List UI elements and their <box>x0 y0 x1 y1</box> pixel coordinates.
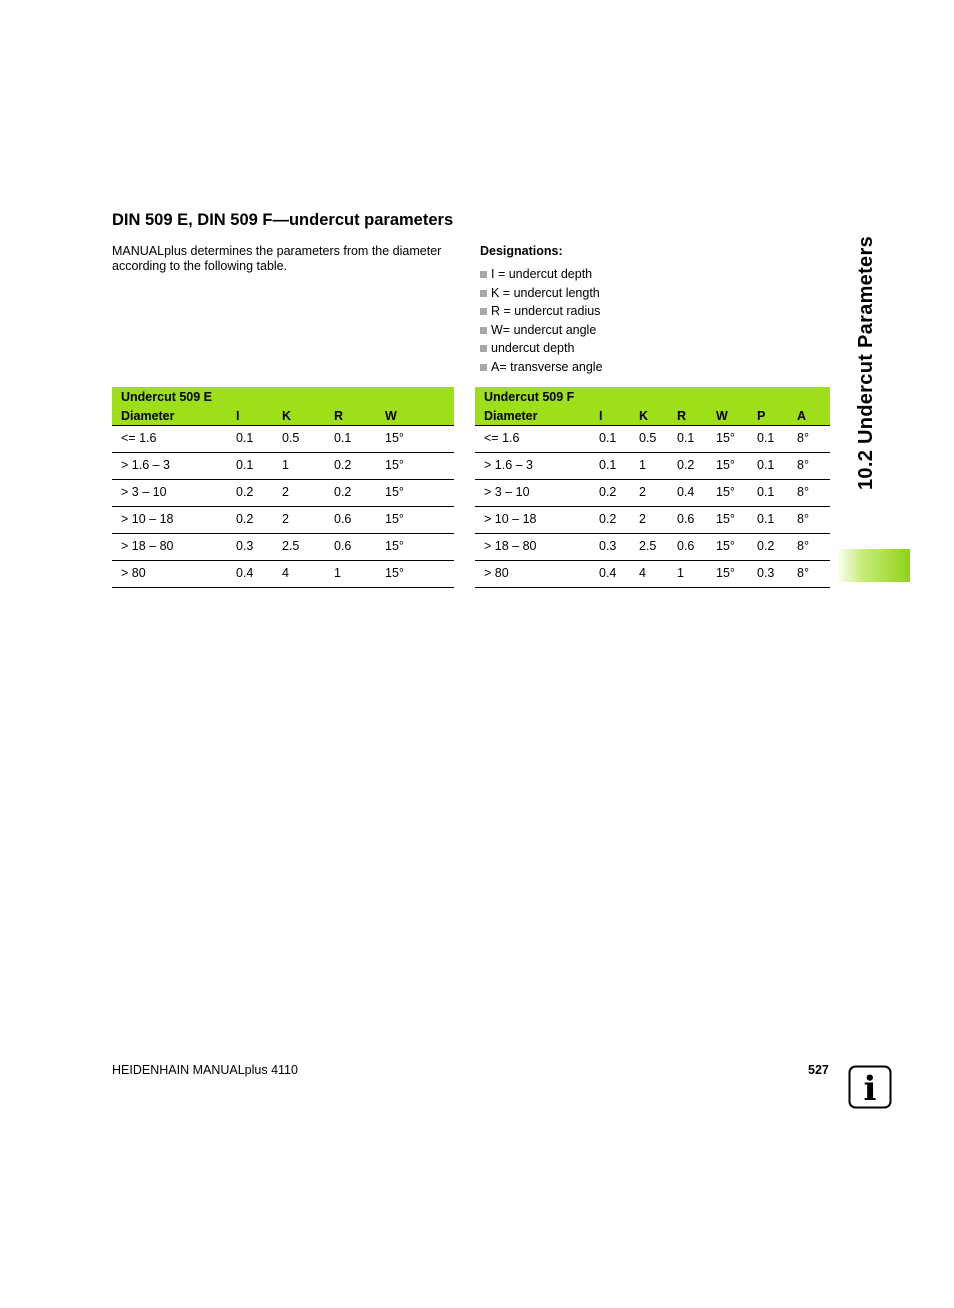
table-cell: 15° <box>385 507 454 534</box>
table-row <box>112 534 454 561</box>
table-cell: 0.4 <box>599 561 639 588</box>
table-cell: 0.1 <box>334 426 385 453</box>
table-cell: 2.5 <box>639 534 677 561</box>
table-row <box>112 561 454 588</box>
table-cell: 0.3 <box>599 534 639 561</box>
info-glyph: i <box>863 1069 877 1109</box>
square-bullet-icon <box>480 364 487 371</box>
table-cell: 0.5 <box>282 426 334 453</box>
table-cell: > 80 <box>112 561 236 588</box>
table-cell: 8° <box>797 480 830 507</box>
table-cell: 0.1 <box>677 426 716 453</box>
page-number: 527 <box>808 1063 829 1077</box>
table-cell: 1 <box>677 561 716 588</box>
column-header-w: W <box>385 406 454 426</box>
table-cell: 0.1 <box>599 453 639 480</box>
table-cell: 15° <box>716 507 757 534</box>
table-cell: 2.5 <box>282 534 334 561</box>
table-cell: 0.1 <box>757 507 797 534</box>
table-cell: 0.1 <box>757 480 797 507</box>
table-cell: 0.1 <box>757 453 797 480</box>
column-header-diameter: Diameter <box>475 406 599 426</box>
table-cell: > 80 <box>475 561 599 588</box>
table-cell: 15° <box>385 480 454 507</box>
table-cell: 8° <box>797 453 830 480</box>
designations-list <box>480 266 603 378</box>
table-cell: 0.2 <box>236 480 282 507</box>
square-bullet-icon <box>480 290 487 297</box>
table-cell: > 18 – 80 <box>475 534 599 561</box>
table-cell: 8° <box>797 534 830 561</box>
table-cell: > 3 – 10 <box>112 480 236 507</box>
table-cell: 0.2 <box>334 453 385 480</box>
chapter-side-title: 10.2 Undercut Parameters <box>855 236 877 490</box>
table-cell: 0.2 <box>334 480 385 507</box>
table-cell: 8° <box>797 426 830 453</box>
table-row <box>475 426 830 453</box>
table-cell: 0.3 <box>236 534 282 561</box>
table-cell: 15° <box>385 561 454 588</box>
table-cell: 0.1 <box>236 426 282 453</box>
section-heading: DIN 509 E, DIN 509 F—undercut parameters <box>112 211 454 229</box>
table-cell: > 1.6 – 3 <box>475 453 599 480</box>
column-header-w: W <box>716 406 757 426</box>
list-item: A= transverse angle <box>480 359 603 378</box>
table-row <box>112 453 454 480</box>
table-cell: > 18 – 80 <box>112 534 236 561</box>
list-item: K = undercut length <box>480 285 603 304</box>
table-cell: 1 <box>334 561 385 588</box>
table-cell: 2 <box>282 507 334 534</box>
table-cell: 0.1 <box>599 426 639 453</box>
table-cell: 15° <box>716 561 757 588</box>
table-cell: 0.4 <box>236 561 282 588</box>
table-cell: > 1.6 – 3 <box>112 453 236 480</box>
column-header-k: K <box>639 406 677 426</box>
table-cell: 2 <box>639 480 677 507</box>
list-item: undercut depth <box>480 340 603 359</box>
table-cell: 15° <box>716 534 757 561</box>
table-cell: > 10 – 18 <box>112 507 236 534</box>
table-cell: 2 <box>639 507 677 534</box>
list-item: R = undercut radius <box>480 303 603 322</box>
table-row <box>112 426 454 453</box>
table-cell: 0.4 <box>677 480 716 507</box>
column-header-diameter: Diameter <box>112 406 236 426</box>
table-cell: 0.2 <box>236 507 282 534</box>
column-header-r: R <box>334 406 385 426</box>
table-cell: > 3 – 10 <box>475 480 599 507</box>
table-cell: 0.6 <box>677 507 716 534</box>
square-bullet-icon <box>480 345 487 352</box>
table-cell: 0.2 <box>599 507 639 534</box>
table-row <box>112 480 454 507</box>
designations-title: Designations: <box>480 244 563 258</box>
table-cell: 2 <box>282 480 334 507</box>
column-header-i: I <box>236 406 282 426</box>
table-cell: 0.2 <box>599 480 639 507</box>
intro-paragraph: MANUALplus determines the parameters from the diameter according to the following table. <box>112 244 442 273</box>
table-cell: 0.6 <box>334 507 385 534</box>
table-row <box>475 507 830 534</box>
table-row <box>112 507 454 534</box>
table-cell: 0.1 <box>236 453 282 480</box>
table-cell: 0.2 <box>757 534 797 561</box>
table-cell: 0.1 <box>757 426 797 453</box>
table-cell: 15° <box>716 426 757 453</box>
table-cell: 15° <box>385 534 454 561</box>
column-header-p: P <box>757 406 797 426</box>
chapter-thumb-tab <box>836 549 910 582</box>
table-caption: Undercut 509 F <box>475 387 830 406</box>
list-item: I = undercut depth <box>480 266 603 285</box>
table-caption: Undercut 509 E <box>112 387 454 406</box>
table-cell: 0.6 <box>677 534 716 561</box>
column-header-r: R <box>677 406 716 426</box>
column-header-k: K <box>282 406 334 426</box>
info-icon <box>848 1065 892 1109</box>
table-cell: > 10 – 18 <box>475 507 599 534</box>
table-row <box>475 561 830 588</box>
table-cell: 0.5 <box>639 426 677 453</box>
square-bullet-icon <box>480 308 487 315</box>
square-bullet-icon <box>480 327 487 334</box>
table-cell: 15° <box>385 426 454 453</box>
table-cell: 1 <box>282 453 334 480</box>
square-bullet-icon <box>480 271 487 278</box>
table-cell: 8° <box>797 561 830 588</box>
table-cell: 0.6 <box>334 534 385 561</box>
table-cell: <= 1.6 <box>475 426 599 453</box>
table-cell: 0.3 <box>757 561 797 588</box>
column-header-a: A <box>797 406 830 426</box>
table-cell: 4 <box>282 561 334 588</box>
table-cell: 4 <box>639 561 677 588</box>
table-cell: 15° <box>385 453 454 480</box>
undercut-509e-table <box>112 387 454 588</box>
table-cell: <= 1.6 <box>112 426 236 453</box>
table-cell: 15° <box>716 453 757 480</box>
column-header-i: I <box>599 406 639 426</box>
table-cell: 1 <box>639 453 677 480</box>
footer-manual-title: HEIDENHAIN MANUALplus 4110 <box>112 1063 298 1077</box>
undercut-509f-table <box>475 387 830 588</box>
table-cell: 15° <box>716 480 757 507</box>
table-row <box>475 453 830 480</box>
table-row <box>475 480 830 507</box>
table-row <box>475 534 830 561</box>
table-cell: 8° <box>797 507 830 534</box>
table-cell: 0.2 <box>677 453 716 480</box>
list-item: W= undercut angle <box>480 322 603 341</box>
